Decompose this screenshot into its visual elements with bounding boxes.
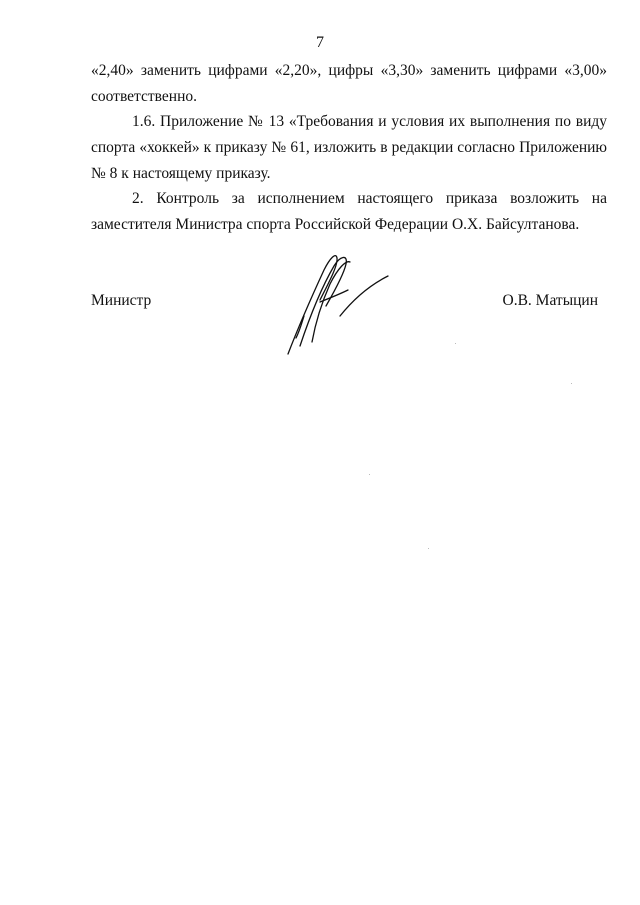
scan-speck — [455, 343, 456, 344]
signatory-name: О.В. Матыцин — [502, 292, 598, 309]
paragraph-text: 2. Контроль за исполнением настоящего приказа возложить на заместителя Министра спорта Российской Федерации О.Х. Байсултанова. — [91, 190, 607, 233]
page-number: 7 — [316, 34, 324, 51]
paragraph-text: 1.6. Приложение № 13 «Требования и условия их выполнения по виду спорта «хоккей» к приказу № 61, изложить в редакции согласно Приложению № 8 к настоящему приказу. — [91, 113, 607, 182]
paragraph-1-6 — [91, 109, 607, 187]
paragraph-text: «2,40» заменить цифрами «2,20», цифры «3,30» заменить цифрами «3,00» соответственно. — [91, 62, 607, 105]
scan-speck — [369, 474, 370, 475]
signatory-title: Министр — [91, 292, 152, 309]
handwritten-signature — [278, 250, 398, 365]
scan-speck — [571, 383, 572, 384]
paragraph-2 — [91, 186, 607, 238]
paragraph-continuation — [91, 58, 607, 110]
scan-speck — [428, 548, 429, 549]
